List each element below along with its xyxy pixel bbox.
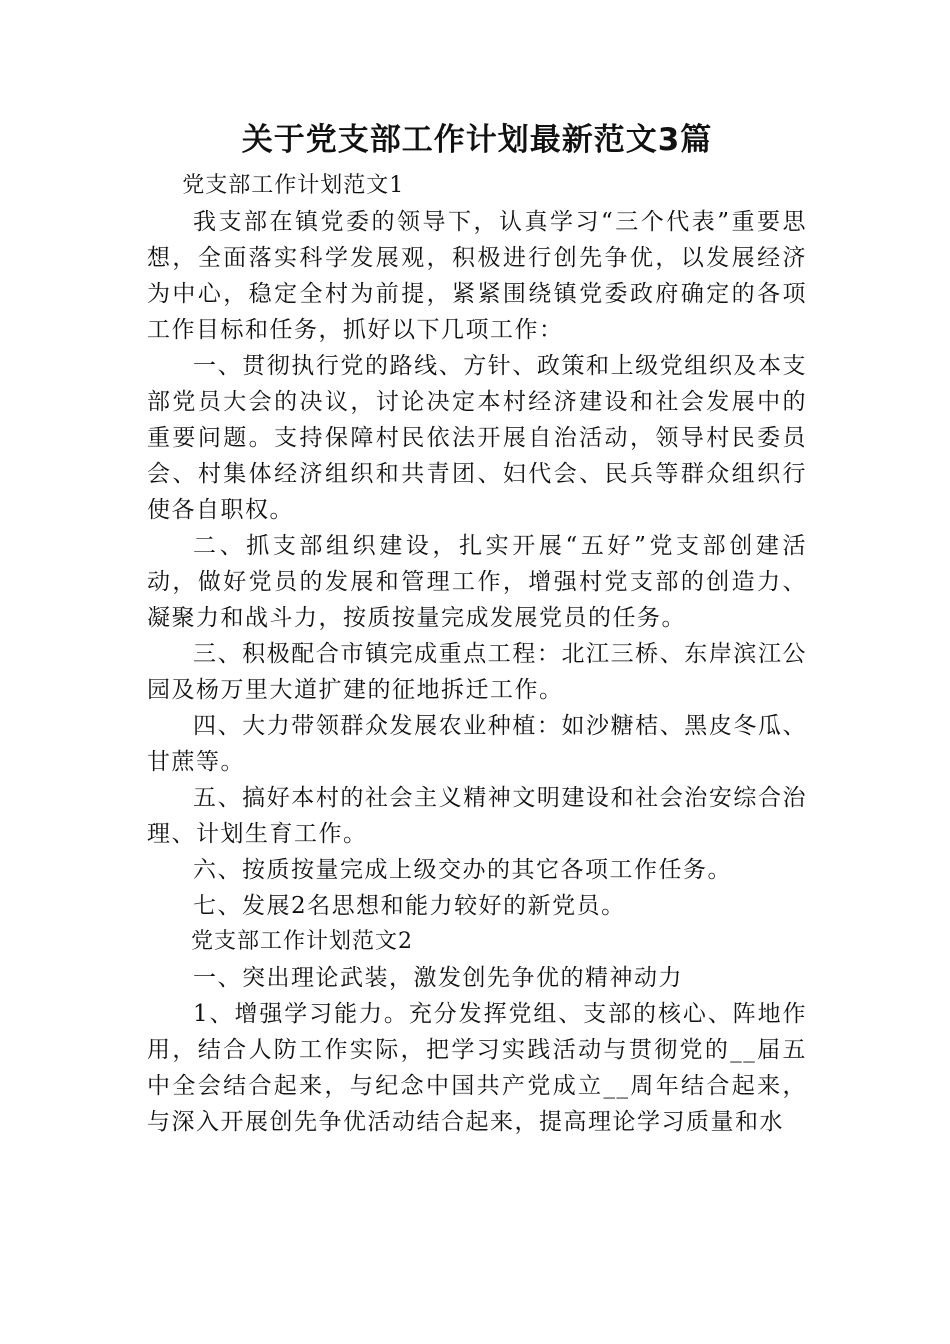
document-page: [147, 118, 807, 1140]
paragraph-intro: 我支部在镇党委的领导下，认真学习“三个代表”重要思想，全面落实科学发展观，积极进行创先争优，以发展经济为中心，稳定全村为前提，紧紧围绕镇党委政府确定的各项工作目标和任务，抓好以下几项工作：: [147, 209, 807, 343]
paragraph-item-7: 七、发展2名思想和能力较好的新党员。: [193, 893, 626, 919]
section-heading-1: 党支部工作计划范文1: [182, 173, 405, 198]
paragraph-item-5: 五、搞好本村的社会主义精神文明建设和社会治安综合治理、计划生育工作。: [147, 785, 807, 847]
paragraph-item-2: 二、抓支部组织建设，扎实开展“五好”党支部创建活动，做好党员的发展和管理工作，增强村党支部的创造力、凝聚力和战斗力，按质按量完成发展党员的任务。: [147, 533, 807, 631]
section-heading-2: 党支部工作计划范文2: [191, 929, 413, 954]
paragraph-item-4: 四、大力带领群众发展农业种植：如沙糖桔、黑皮冬瓜、甘蔗等。: [147, 713, 807, 775]
paragraph-study: 1、增强学习能力。充分发挥党组、支部的核心、阵地作用，结合人防工作实际，把学习实践活动与贯彻党的__届五中全会结合起来，与纪念中国共产党成立__周年结合起来，与深入开展创先争优活动结合起来，提高理论学习质量和水: [147, 1001, 807, 1135]
paragraph-item-6: 六、按质按量完成上级交办的其它各项工作任务。: [193, 857, 732, 883]
paragraph-subheading: 一、突出理论武装，激发创先争优的精神动力: [193, 965, 683, 991]
paragraph-item-3: 三、积极配合市镇完成重点工程：北江三桥、东岸滨江公园及杨万里大道扩建的征地拆迁工作。: [147, 641, 807, 703]
paragraph-item-1: 一、贯彻执行党的路线、方针、政策和上级党组织及本支部党员大会的决议，讨论决定本村经济建设和社会发展中的重要问题。支持保障村民依法开展自治活动，领导村民委员会、村集体经济组织和共青团、妇代会、民兵等群众组织行使各自职权。: [147, 353, 807, 523]
document-title: 关于党支部工作计划最新范文3篇: [241, 122, 713, 158]
